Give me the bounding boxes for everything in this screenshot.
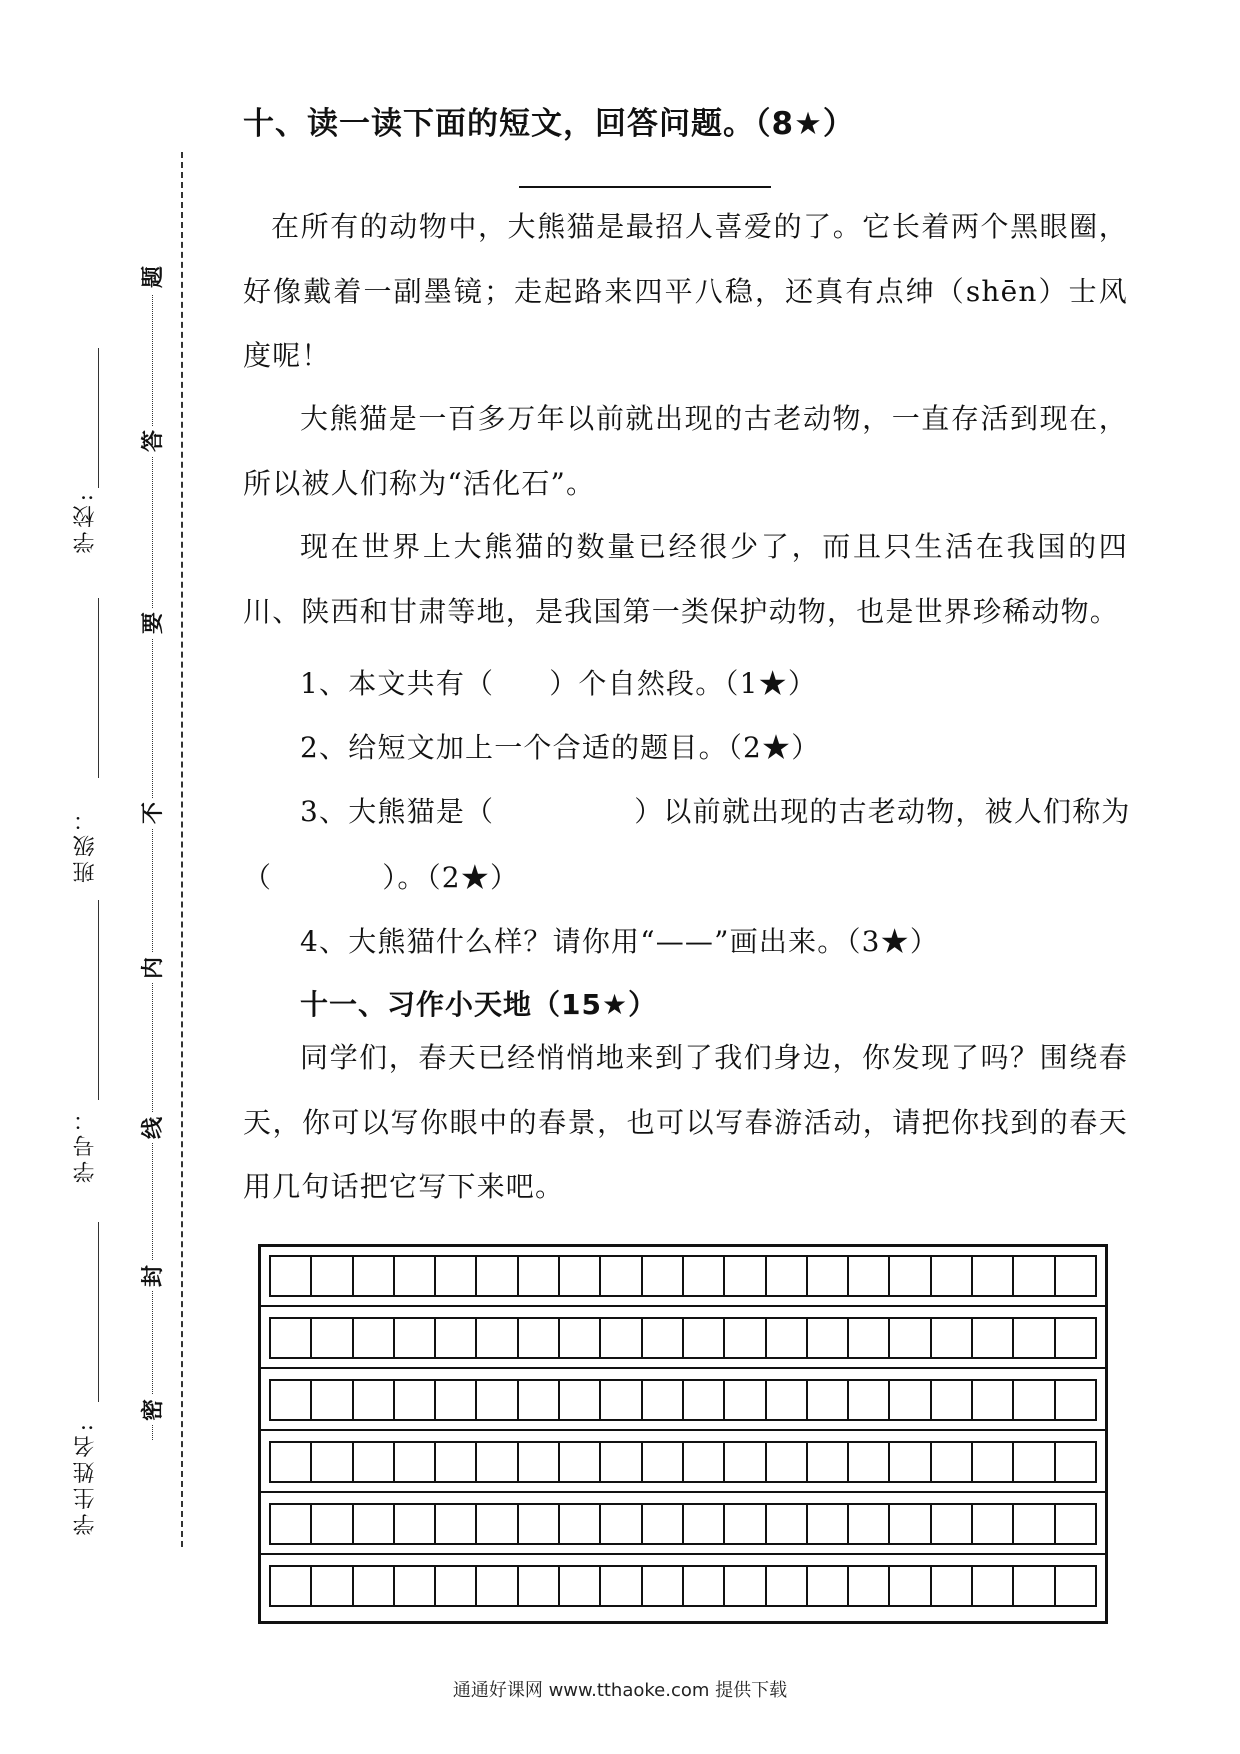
- writing-grid-cell[interactable]: [725, 1381, 766, 1419]
- writing-grid-cell[interactable]: [477, 1257, 518, 1295]
- question-2-text: 2、给短文加上一个合适的题目。（2★）: [300, 731, 821, 764]
- writing-grid-cell[interactable]: [312, 1443, 353, 1481]
- writing-grid-cell[interactable]: [1014, 1505, 1055, 1543]
- writing-grid-cell[interactable]: [395, 1443, 436, 1481]
- question-3-text-b: ）以前就出现的古老动物，被人们称为: [634, 795, 1131, 828]
- writing-grid-cell[interactable]: [808, 1257, 849, 1295]
- school-underline: [98, 348, 99, 488]
- writing-grid-cell[interactable]: [973, 1505, 1014, 1543]
- writing-grid-cell[interactable]: [725, 1257, 766, 1295]
- writing-grid-cell[interactable]: [271, 1505, 312, 1543]
- writing-grid-cell[interactable]: [684, 1381, 725, 1419]
- seal-char: 密: [138, 1395, 168, 1425]
- writing-grid-cell[interactable]: [684, 1567, 725, 1605]
- writing-grid-cell[interactable]: [1056, 1319, 1095, 1357]
- question-2: [300, 726, 820, 766]
- writing-grid-cell[interactable]: [519, 1319, 560, 1357]
- name-label: 学生姓名:: [73, 1420, 98, 1536]
- writing-grid-cell[interactable]: [436, 1381, 477, 1419]
- writing-grid-cell[interactable]: [767, 1319, 808, 1357]
- writing-grid-cell[interactable]: [477, 1319, 518, 1357]
- writing-grid-gap-line: [261, 1305, 1105, 1307]
- writing-grid-cell[interactable]: [312, 1319, 353, 1357]
- writing-grid-cell[interactable]: [395, 1257, 436, 1295]
- writing-grid-cell[interactable]: [808, 1381, 849, 1419]
- question-4: [300, 920, 939, 960]
- writing-grid-cell[interactable]: [395, 1567, 436, 1605]
- writing-grid-row: [269, 1503, 1097, 1545]
- section-11-title: 十一、习作小天地（15★）: [300, 988, 658, 1021]
- writing-prompt-text: 同学们，春天已经悄悄地来到了我们身边，你发现了吗？围绕春天，你可以写你眼中的春景，也可以写春游活动，请把你找到的春天用几句话把它写下来吧。: [243, 1041, 1128, 1203]
- writing-grid-cell[interactable]: [601, 1443, 642, 1481]
- writing-grid-cell[interactable]: [767, 1505, 808, 1543]
- seal-char: 要: [138, 608, 168, 638]
- writing-grid-cell[interactable]: [1014, 1257, 1055, 1295]
- question-3-continued: [243, 856, 519, 896]
- writing-grid-cell[interactable]: [519, 1257, 560, 1295]
- writing-grid-cell[interactable]: [395, 1381, 436, 1419]
- writing-grid-gap-line: [261, 1367, 1105, 1369]
- writing-grid-cell[interactable]: [849, 1257, 890, 1295]
- writing-grid-cell[interactable]: [890, 1505, 931, 1543]
- class-label: 班级：: [73, 805, 98, 883]
- writing-grid-cell[interactable]: [601, 1505, 642, 1543]
- writing-grid-row: [269, 1379, 1097, 1421]
- question-4-text: 4、大熊猫什么样？请你用“——”画出来。（3★）: [300, 925, 940, 958]
- writing-grid-cell[interactable]: [684, 1319, 725, 1357]
- writing-grid-cell[interactable]: [1014, 1567, 1055, 1605]
- writing-grid-cell[interactable]: [312, 1257, 353, 1295]
- writing-grid-cell[interactable]: [849, 1381, 890, 1419]
- writing-grid-cell[interactable]: [767, 1443, 808, 1481]
- writing-grid-cell[interactable]: [890, 1567, 931, 1605]
- writing-grid-cell[interactable]: [808, 1567, 849, 1605]
- writing-grid-cell[interactable]: [519, 1567, 560, 1605]
- question-3-text-a: 3、大熊猫是（: [300, 795, 495, 828]
- writing-grid[interactable]: [258, 1244, 1108, 1624]
- writing-grid-cell[interactable]: [1056, 1257, 1095, 1295]
- writing-grid-cell[interactable]: [767, 1567, 808, 1605]
- writing-grid-cell[interactable]: [643, 1319, 684, 1357]
- writing-grid-cell[interactable]: [477, 1443, 518, 1481]
- writing-grid-cell[interactable]: [973, 1257, 1014, 1295]
- writing-grid-cell[interactable]: [973, 1319, 1014, 1357]
- writing-grid-cell[interactable]: [849, 1443, 890, 1481]
- writing-grid-cell[interactable]: [973, 1567, 1014, 1605]
- writing-grid-cell[interactable]: [271, 1257, 312, 1295]
- class-underline: [98, 598, 99, 778]
- writing-grid-row: [269, 1441, 1097, 1483]
- question-3-text-c: （: [243, 861, 273, 894]
- writing-grid-cell[interactable]: [725, 1443, 766, 1481]
- question-1: [300, 662, 817, 702]
- question-3: [300, 790, 1131, 830]
- writing-grid-cell[interactable]: [932, 1257, 973, 1295]
- writing-grid-cell[interactable]: [684, 1257, 725, 1295]
- writing-grid-cell[interactable]: [643, 1257, 684, 1295]
- writing-grid-cell[interactable]: [271, 1319, 312, 1357]
- writing-grid-cell[interactable]: [436, 1505, 477, 1543]
- question-1-text-a: 1、本文共有（: [300, 667, 495, 700]
- writing-grid-cell[interactable]: [354, 1257, 395, 1295]
- passage-paragraph-text: 大熊猫是一百多万年以前就出现的古老动物，一直存活到现在，所以被人们称为“活化石”。: [243, 402, 1128, 500]
- writing-grid-cell[interactable]: [436, 1443, 477, 1481]
- seal-char: 线: [138, 1113, 168, 1143]
- writing-grid-cell[interactable]: [271, 1443, 312, 1481]
- writing-grid-cell[interactable]: [643, 1381, 684, 1419]
- writing-grid-cell[interactable]: [312, 1505, 353, 1543]
- writing-grid-cell[interactable]: [354, 1505, 395, 1543]
- writing-grid-cell[interactable]: [436, 1257, 477, 1295]
- passage-paragraph: [243, 195, 1128, 389]
- question-1-text-b: ）个自然段。（1★）: [549, 667, 818, 700]
- binding-dashed-line: [181, 152, 183, 1547]
- writing-grid-cell[interactable]: [601, 1567, 642, 1605]
- section-10-title: 十、读一读下面的短文，回答问题。（8★）: [243, 106, 855, 142]
- writing-grid-cell[interactable]: [519, 1381, 560, 1419]
- writing-grid-cell[interactable]: [354, 1381, 395, 1419]
- writing-grid-row: [269, 1317, 1097, 1359]
- writing-grid-cell[interactable]: [808, 1443, 849, 1481]
- writing-grid-cell[interactable]: [271, 1381, 312, 1419]
- passage-paragraph-text: 在所有的动物中，大熊猫是最招人喜爱的了。它长着两个黑眼圈，好像戴着一副墨镜；走起路来四平八稳，还真有点绅（shēn）士风度呢！: [243, 210, 1128, 372]
- writing-grid-cell[interactable]: [436, 1319, 477, 1357]
- writing-grid-cell[interactable]: [560, 1505, 601, 1543]
- seal-char: 内: [138, 953, 168, 983]
- passage-title-blank: [519, 186, 771, 188]
- writing-grid-cell[interactable]: [519, 1505, 560, 1543]
- writing-grid-gap-line: [261, 1491, 1105, 1493]
- writing-grid-cell[interactable]: [890, 1381, 931, 1419]
- writing-grid-cell[interactable]: [1056, 1567, 1095, 1605]
- writing-grid-cell[interactable]: [519, 1443, 560, 1481]
- writing-grid-cell[interactable]: [354, 1319, 395, 1357]
- writing-grid-gap-line: [261, 1429, 1105, 1431]
- number-underline: [98, 900, 99, 1100]
- writing-grid-cell[interactable]: [395, 1319, 436, 1357]
- writing-grid-cell[interactable]: [808, 1505, 849, 1543]
- writing-grid-cell[interactable]: [890, 1257, 931, 1295]
- writing-grid-cell[interactable]: [601, 1381, 642, 1419]
- writing-grid-cell[interactable]: [354, 1567, 395, 1605]
- seal-char: 不: [138, 798, 168, 828]
- writing-grid-cell[interactable]: [560, 1257, 601, 1295]
- seal-char: 答: [138, 426, 168, 456]
- writing-grid-row: [269, 1255, 1097, 1297]
- writing-grid-cell[interactable]: [312, 1567, 353, 1605]
- writing-grid-cell[interactable]: [725, 1319, 766, 1357]
- writing-grid-cell[interactable]: [643, 1505, 684, 1543]
- writing-grid-cell[interactable]: [932, 1319, 973, 1357]
- writing-grid-cell[interactable]: [684, 1505, 725, 1543]
- writing-grid-cell[interactable]: [767, 1257, 808, 1295]
- writing-grid-cell[interactable]: [312, 1381, 353, 1419]
- writing-grid-cell[interactable]: [767, 1381, 808, 1419]
- writing-grid-cell[interactable]: [271, 1567, 312, 1605]
- writing-grid-cell[interactable]: [1056, 1381, 1095, 1419]
- question-3-text-d: ）。（2★）: [382, 861, 520, 894]
- writing-grid-cell[interactable]: [560, 1567, 601, 1605]
- writing-grid-cell[interactable]: [1014, 1319, 1055, 1357]
- writing-grid-cell[interactable]: [890, 1319, 931, 1357]
- writing-grid-cell[interactable]: [725, 1567, 766, 1605]
- writing-grid-cell[interactable]: [849, 1319, 890, 1357]
- writing-grid-cell[interactable]: [601, 1319, 642, 1357]
- writing-grid-gap-line: [261, 1553, 1105, 1555]
- writing-grid-cell[interactable]: [643, 1567, 684, 1605]
- footer-source: 通通好课网 www.tthaoke.com 提供下载: [452, 1680, 788, 1701]
- writing-grid-cell[interactable]: [684, 1443, 725, 1481]
- number-label: 学号：: [73, 1105, 98, 1183]
- school-label: 学校:: [73, 490, 98, 554]
- writing-grid-cell[interactable]: [643, 1443, 684, 1481]
- writing-grid-cell[interactable]: [560, 1381, 601, 1419]
- writing-grid-cell[interactable]: [354, 1443, 395, 1481]
- writing-prompt: [243, 1026, 1128, 1220]
- writing-grid-cell[interactable]: [1056, 1443, 1095, 1481]
- writing-grid-cell[interactable]: [436, 1567, 477, 1605]
- passage-paragraph: [243, 515, 1128, 644]
- writing-grid-cell[interactable]: [477, 1505, 518, 1543]
- writing-grid-cell[interactable]: [932, 1381, 973, 1419]
- passage-paragraph-text: 现在世界上大熊猫的数量已经很少了，而且只生活在我国的四川、陕西和甘肃等地，是我国第一类保护动物，也是世界珍稀动物。: [243, 530, 1128, 628]
- writing-grid-row: [269, 1565, 1097, 1607]
- writing-grid-cell[interactable]: [560, 1443, 601, 1481]
- writing-grid-cell[interactable]: [395, 1505, 436, 1543]
- seal-char: 题: [138, 262, 168, 292]
- writing-grid-cell[interactable]: [560, 1319, 601, 1357]
- writing-grid-cell[interactable]: [890, 1443, 931, 1481]
- writing-grid-cell[interactable]: [1014, 1381, 1055, 1419]
- seal-char: 封: [138, 1261, 168, 1291]
- writing-grid-cell[interactable]: [932, 1567, 973, 1605]
- writing-grid-cell[interactable]: [849, 1567, 890, 1605]
- writing-grid-cell[interactable]: [477, 1381, 518, 1419]
- writing-grid-cell[interactable]: [477, 1567, 518, 1605]
- writing-grid-cell[interactable]: [973, 1381, 1014, 1419]
- writing-grid-cell[interactable]: [1014, 1443, 1055, 1481]
- writing-grid-cell[interactable]: [725, 1505, 766, 1543]
- writing-grid-cell[interactable]: [932, 1443, 973, 1481]
- writing-grid-cell[interactable]: [808, 1319, 849, 1357]
- passage-paragraph: [243, 387, 1128, 516]
- writing-grid-cell[interactable]: [1056, 1505, 1095, 1543]
- writing-grid-cell[interactable]: [973, 1443, 1014, 1481]
- writing-grid-cell[interactable]: [932, 1505, 973, 1543]
- writing-grid-cell[interactable]: [601, 1257, 642, 1295]
- name-underline: [98, 1222, 99, 1402]
- writing-grid-cell[interactable]: [849, 1505, 890, 1543]
